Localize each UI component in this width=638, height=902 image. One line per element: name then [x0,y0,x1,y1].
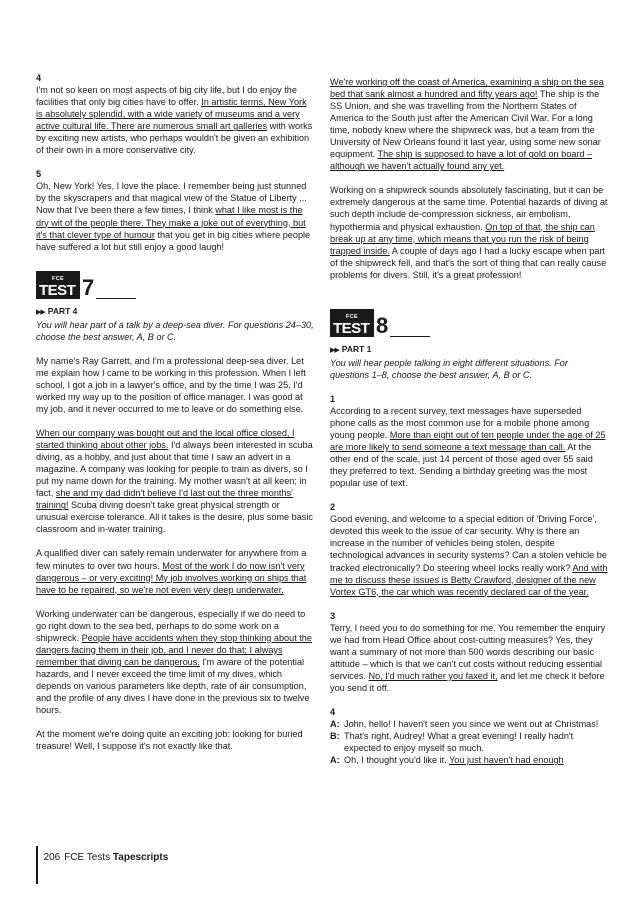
paragraph: According to a recent survey, text messages have superseded phone calls as the most common use for a mobile phone among young people. More than eight out of ten people under the age of 25 are more likely to send someone a text message than call. At the other end of the scale, just 14 percent of those aged over 55 said they preferred to text. Sending a birthday greeting was the most popular use of text. [330,405,606,489]
underlined-answer: she and my dad didn't believe I'd last out the three months' training! [36,488,293,511]
section-number: 3 [330,610,336,621]
underlined-answer: And with me to discuss these issues is Betty Crawford, designer of the new Vortex GT6, the car which was recently declared car of the year. [330,562,608,597]
footer-rule [36,846,38,884]
test-number: 8 [376,312,389,338]
test-badge: FCE TEST [330,309,374,337]
test-8-heading [330,305,608,337]
paragraph: A qualified diver can safely remain underwater for anywhere from a few minutes to over two hours. Most of the work I do now isn't very dangerous – or very exciting! My job involves working on ships that have to be repaired, so we're not even very deep underwater. [36,548,307,595]
left-column [36,72,314,752]
underlined-answer: People have accidents when they stop thinking about the dangers facing them in their job, and I never do that; I always remember that diving can be dangerous. [36,632,312,667]
dialogue-text: John, hello! I haven't seen you since we went out at Christmas! [344,719,599,730]
paragraph: We're working off the coast of America, examining a ship on the sea bed that sank almost a hundred and fifty years ago! The ship is the SS Union, and she was travelling from the Northern States of America to the South just after the American Civil War. For a long time, nobody knew where the shipwreck was, but a team from the University of New Orleans found it last year, using some new sonar equipment. The ship is supposed to have a lot of gold on board – although we haven't actually found any yet. [330,77,604,172]
underlined-answer: Most of the work I do now isn't very dangerous – or very exciting! My job involves working on ships that have to be repaired, so we're not even very deep underwater. [36,560,307,595]
underlined-answer: On top of that, the ship can break up at any time, which means that you run the risk of being trapped inside. [330,221,595,256]
page-footer [36,852,168,892]
instructions: You will hear part of a talk by a deep-sea diver. For questions 24–30, choose the best answer, A, B or C. [36,319,314,342]
paragraph: Good evening, and welcome to a special edition of 'Driving Force', devoted this week to the issue of car security. Why is there an increase in the number of vehicles being stolen, despite technological advances in security systems? Can a stolen vehicle be tracked electronically? Do steering wheel locks really work? And with me to discuss these issues is Betty Crawford, designer of the new Vortex GT6, the car which was recently declared car of the year. [330,514,608,597]
underlined-answer: No, I'd much rather you faxed it, [368,670,498,681]
part-label: ▶▶ PART 1 [330,343,372,354]
section-number: 4 [330,706,336,717]
speaker-label: A: [330,755,340,766]
dialogue-text: Oh, I thought you'd like it. You just haven't had enough [344,755,564,766]
dialogue-line [330,718,608,730]
part-label: ▶▶ PART 4 [36,305,78,316]
series-title: FCE Tests [64,852,111,863]
page-number: 206 [43,852,61,863]
paragraph: When our company was bought out and the local office closed, I started thinking about other jobs. I'd always been interested in scuba diving, as a hobby, and just about that time I saw an advert in a magazine. A company was looking for people to train as divers, so I put my name down for the training. My mother wasn't at all keen; in fact, she and my dad didn't believe I'd last out the three months' training! Scuba diving doesn't take great physical strength or unusual exercise tolerance. All it takes is the desire, plus some basic classroom and in-water training. [36,428,313,535]
speaker-label: B: [330,731,340,742]
section-title: Tapescripts [112,852,169,863]
underlined-answer: You just haven't had enough [449,755,564,766]
paragraph: My name's Ray Garrett, and I'm a professional deep-sea diver. Let me explain how I came to be working in this profession. When I left school, I got a job in a lawyer's office, and by the time I was 25, I'd worked my way up to the position of office manager. I was good at my job, and it never occurred to me to leave or do something else. [36,355,306,414]
paragraph: Working on a shipwreck sounds absolutely fascinating, but it can be extremely dangerous at the same time. Potential hazards of diving at such depth include de-compression sickness, air embolism, hypothermia and physical exhaustion. On top of that, the ship can break up at any time, which means that you run the risk of being trapped inside. A couple of days ago I had a lucky escape when part of the shipwreck fell, and that's the sort of thing that can really cause problems for divers. Still, it's a great profession! [330,185,608,280]
test-badge: FCE TEST [36,271,80,299]
underlined-answer: We're working off the coast of America, examining a ship on the sea bed that sank almost a hundred and fifty years ago! [330,77,604,100]
play-arrows-icon: ▶▶ [36,308,45,316]
underlined-answer: More than eight out of ten people under the age of 25 are more likely to send someone a text message than call. [330,430,606,453]
section-number: 1 [330,393,336,404]
paragraph: Terry, I need you to do something for me. You remember the enquiry we had from Head Office about cost-cutting measures? Yes, they want a summary of not more than 500 words describing our basic attitude – which is that we can't cut costs without reducing essential services. No, I'd much rather you faxed it, and let me check it before you send it off. [330,622,606,693]
heading-rule [96,274,136,299]
paragraph: At the moment we're doing quite an exciting job: looking for buried treasure! Well, I suppose it's not exactly like that. [36,729,303,752]
right-column [330,76,608,766]
paragraph: Working underwater can be dangerous, especially if we do need to go right down to the sea bed, perhaps to do some work on a shipwreck. People have accidents when they stop thinking about the dangers facing them in their job, and I never do that; I always remember that diving can be dangerous. I'm aware of the potential hazards, and I never exceed the time limit of my dives, which depends on various parameters like depth, rate of air consumption, and the profile of any dives I have done in the previous six to twelve hours. [36,608,312,716]
instructions: You will hear people talking in eight different situations. For questions 1–8, choose the best answer, A, B or C. [330,357,568,380]
dialogue-line [330,754,608,766]
dialogue-text: That's right, Audrey! What a great evening! I really hadn't expected to enjoy myself so much. [344,731,574,754]
section-number: 4 [36,73,42,83]
underlined-answer: The ship is supposed to have a lot of gold on board – although we haven't actually found any yet. [330,149,593,172]
underlined-answer: what I like most is the dry wit of the people there. They make a joke out of everything, but it's that clever type of humour [36,205,306,240]
section-number: 2 [330,502,336,513]
speaker-label: A: [330,719,340,730]
test-number: 7 [82,274,95,300]
section-number: 5 [36,169,42,180]
underlined-answer: When our company was bought out and the local office closed, I started thinking about other jobs. [36,428,295,451]
paragraph: Oh, New York! Yes, I love the place. I remember being just stunned by the skyscrapers and that magical view of the Statue of Liberty ... Now that I've been there a few times, I think what I like most is the dry wit of the people there. They make a joke out of everything, but it's that clever type of humour that you get in big cities where people have suffered a lot but still enjoy a good laugh! [36,181,311,252]
test-7-heading [36,267,314,299]
dialogue-line [330,730,608,754]
play-arrows-icon: ▶▶ [330,346,339,354]
underlined-answer: In artistic terms, New York is absolutely splendid, with a wide variety of museums and a very active cultural life. There are numerous small art galleries [36,97,307,132]
heading-rule [390,312,430,337]
paragraph: I'm not so keen on most aspects of big city life, but I do enjoy the facilities that only big cities have to offer. In artistic terms, New York is absolutely splendid, with a wide variety of museums and a very active cultural life. There are numerous small art galleries with works by exciting new artists, who perhaps wouldn't be given an exhibition of their own in a more conservative city. [36,85,313,156]
